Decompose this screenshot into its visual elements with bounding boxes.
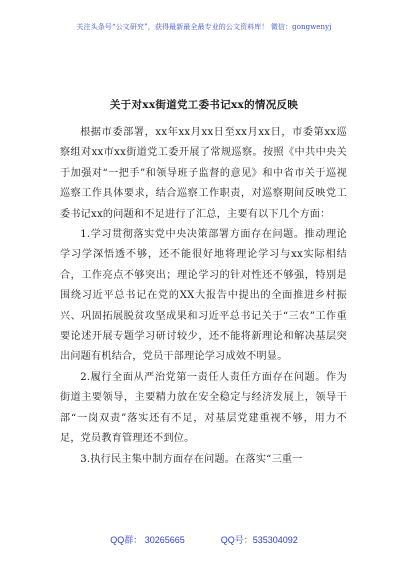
document-title: 关于对xx街道党工委书记xx的情况反映 xyxy=(109,99,299,111)
footer-contact xyxy=(0,533,408,546)
paragraph-item-1: 1.学习贯彻落实党中央决策部署方面存在问题。推动理论学习学深悟透不够，还不能很好地将理论学习与xx实际相结合，工作亮点不够突出；理论学习的针对性还不够强，特别是围绕习近平总书记在党的XX大报告中提出的全面推进乡村振兴、巩固拓展脱贫攻坚成果和习近平总书记关于“三农”工作重要论述开展专题学习研讨较少，还不能将新理论和解决基层突出问题有机结合，党员干部理论学习成效不明显。 xyxy=(60,229,347,363)
document-body xyxy=(60,123,347,470)
paragraph-item-3: 3.执行民主集中制方面存在问题。在落实“三重一 xyxy=(80,453,303,465)
header-banner: 关注头条号“公文研究”，获得最新最全最专业的公文资料库！ 微信：gongwenyj xyxy=(76,23,332,31)
footer-qq-group: QQ群： 30265665 xyxy=(110,535,185,545)
footer-qq-number: QQ号：535304092 xyxy=(220,535,298,545)
paragraph-intro: 根据市委部署，xx年xx月xx日至xx月xx日，市委第xx巡察组对xx市xx街道党工委开展了常规巡察。按照《中共中央关于加强对“一把手”和领导班子监督的意见》和中省市关于巡视巡察工作具体要求，结合巡察工作职责，对巡察期间反映党工委书记xx的问题和不足进行了汇总，主要有以下几个方面： xyxy=(60,127,347,220)
paragraph-item-2: 2.履行全面从严治党第一责任人责任方面存在问题。作为街道主要领导，主要精力放在安全稳定与经济发展上，领导干部“一岗双责”落实还有不足，对基层党建重视不够，用力不足，党员教育管理还不到位。 xyxy=(60,371,347,445)
